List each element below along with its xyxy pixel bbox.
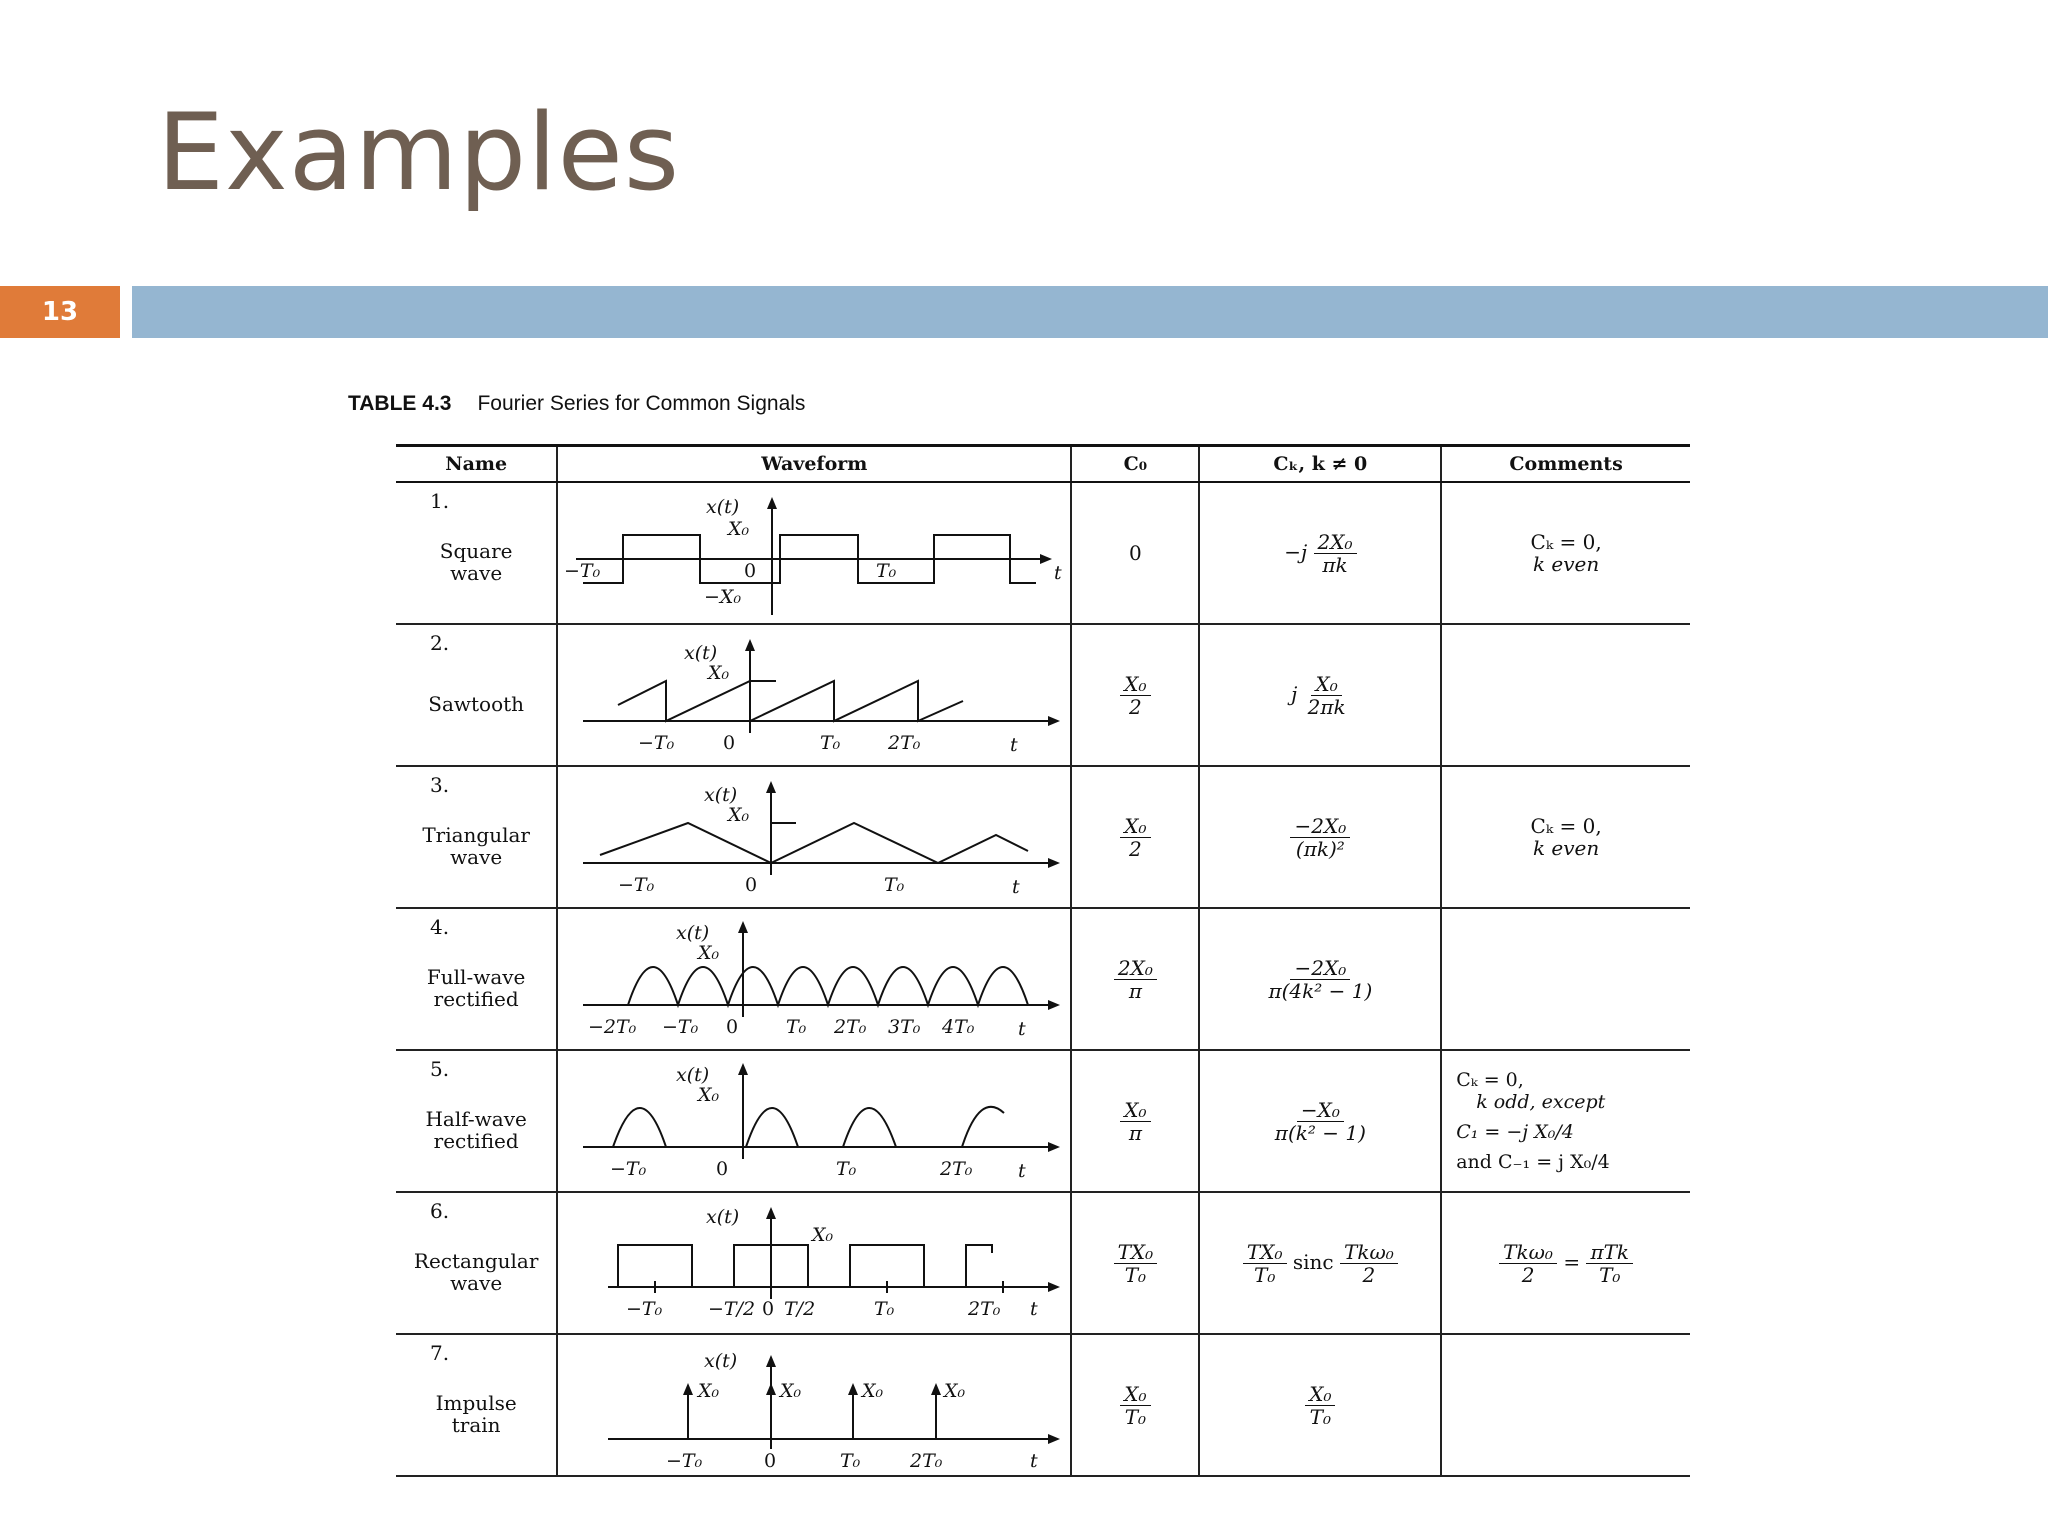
ck-cell: $\frac{\text{TX₀}}{\text{T₀}}$ sinc $\frac{\text{Tkω₀}}{2}$ (1199, 1192, 1441, 1334)
tick-label: −T₀ (662, 1016, 699, 1038)
name-cell (396, 766, 557, 908)
fraction: $\frac{\text{X₀}}{\text{T₀}}$ (1120, 1383, 1150, 1428)
tick-label: T₀ (836, 1158, 857, 1180)
tick-label: 0 (764, 1450, 777, 1472)
fraction: $\frac{\text{Tkω₀}}{2}$ (1499, 1241, 1557, 1286)
y-axis-label: x(t) (706, 1206, 740, 1228)
tick-label: −T₀ (626, 1298, 663, 1320)
name-cell (396, 482, 557, 624)
square-wave-plot (558, 483, 1070, 623)
amplitude-label: X₀ (944, 1380, 966, 1402)
fraction: $\frac{\text{2X₀}}{\pi k}$ (1314, 531, 1357, 576)
tick-label: −T₀ (610, 1158, 647, 1180)
signal-name: Impulse train (435, 1391, 517, 1437)
fraction: $\frac{\text{−2X₀}}{\text{(πk)²}}$ (1290, 815, 1350, 860)
y-axis-label: x(t) (706, 496, 740, 518)
table-caption-label: TABLE 4.3 (348, 392, 452, 415)
table-row (396, 624, 1690, 766)
table-row (396, 1050, 1690, 1192)
table-row (396, 1192, 1690, 1334)
t-axis-label: t (1012, 876, 1020, 898)
signal-name: Rectangular wave (413, 1249, 539, 1295)
slide-title: Examples (157, 91, 681, 214)
fraction: $\frac{\text{X₀}}{2\pi k}$ (1307, 671, 1346, 719)
ck-cell (1199, 908, 1441, 1050)
waveform-cell (557, 1050, 1071, 1192)
ck-cell: −j $\frac{\text{2X₀}}{\pi k}$ (1199, 482, 1441, 624)
tick-label: 2T₀ (834, 1016, 867, 1038)
fraction: $\frac{\text{X₀}}{\text{T₀}}$ (1305, 1383, 1335, 1428)
tick-label: 3T₀ (888, 1016, 921, 1038)
col-header-c0: C₀ (1071, 446, 1199, 483)
ck-cell (1199, 1334, 1441, 1476)
fraction: $\frac{\text{−X₀}}{\text{π(k² − 1)}}$ (1274, 1097, 1366, 1145)
y-axis-label: x(t) (676, 1064, 710, 1086)
signal-name: Triangular wave (422, 823, 530, 869)
signal-name: Half-wave rectified (425, 1107, 527, 1153)
t-axis-label: t (1030, 1298, 1038, 1320)
half-wave-rectified-plot (558, 1051, 1070, 1191)
tick-label: T₀ (874, 1298, 895, 1320)
header-accent-bar (132, 286, 2048, 338)
ck-cell: j $\frac{\text{X₀}}{2\pi k}$ (1199, 624, 1441, 766)
waveform-cell (557, 1334, 1071, 1476)
y-axis-label: x(t) (704, 1350, 738, 1372)
col-header-ck: Cₖ, k ≠ 0 (1199, 446, 1441, 483)
fraction: $\frac{\text{TX₀}}{\text{T₀}}$ (1243, 1241, 1287, 1286)
table-row (396, 908, 1690, 1050)
c0-cell (1071, 766, 1199, 908)
c0-cell (1071, 624, 1199, 766)
y-axis-label: x(t) (684, 642, 718, 664)
col-header-comments: Comments (1441, 446, 1690, 483)
c0-cell (1071, 1334, 1199, 1476)
t-axis-label: t (1030, 1450, 1038, 1472)
tick-label: T₀ (884, 874, 905, 896)
slide-number-badge: 13 (0, 286, 120, 338)
amplitude-label: X₀ (698, 1380, 720, 1402)
tick-label: −T₀ (638, 732, 675, 754)
tick-label: 0 (762, 1298, 775, 1320)
tick-label: −T₀ (564, 560, 601, 582)
ck-cell (1199, 766, 1441, 908)
amplitude-label: X₀ (812, 1224, 834, 1246)
table-row (396, 1334, 1690, 1476)
tick-label: T₀ (840, 1450, 861, 1472)
table-row (396, 766, 1690, 908)
col-header-name: Name (396, 446, 557, 483)
t-axis-label: t (1054, 562, 1062, 584)
row-number: 5. (430, 1057, 450, 1081)
row-number: 6. (430, 1199, 450, 1223)
tick-label: −2T₀ (588, 1016, 637, 1038)
fraction: $\frac{\text{Tkω₀}}{2}$ (1340, 1241, 1398, 1286)
signal-name: Sawtooth (428, 692, 525, 716)
full-wave-rectified-plot (558, 909, 1070, 1049)
tick-label: T/2 (784, 1298, 816, 1320)
negative-amplitude-label: −X₀ (704, 586, 742, 608)
tick-label: T₀ (876, 560, 897, 582)
waveform-cell (557, 1192, 1071, 1334)
name-cell (396, 624, 557, 766)
tick-label: 2T₀ (888, 732, 921, 754)
col-header-waveform: Waveform (557, 446, 1071, 483)
waveform-cell (557, 482, 1071, 624)
amplitude-label: X₀ (862, 1380, 884, 1402)
y-axis-label: x(t) (676, 922, 710, 944)
tick-label: 2T₀ (910, 1450, 943, 1472)
table-row (396, 482, 1690, 624)
ck-cell (1199, 1050, 1441, 1192)
waveform-cell (557, 908, 1071, 1050)
comment-cell: Cₖ = 0, k odd, except C₁ = −j X₀/4 and C₋₁ = j X₀/4 (1441, 1050, 1690, 1192)
comment-cell: Cₖ = 0, k even (1441, 766, 1690, 908)
fraction: $\frac{\text{X₀}}{2}$ (1120, 673, 1150, 718)
t-axis-label: t (1018, 1018, 1026, 1040)
t-axis-label: t (1018, 1160, 1026, 1182)
row-number: 4. (430, 915, 450, 939)
amplitude-label: X₀ (708, 662, 730, 684)
name-cell (396, 1334, 557, 1476)
amplitude-label: X₀ (780, 1380, 802, 1402)
tick-label: 0 (744, 560, 757, 582)
fraction: $\frac{\text{X₀}}{2}$ (1120, 815, 1150, 860)
name-cell (396, 1050, 557, 1192)
signal-name: Square wave (439, 539, 513, 585)
tick-label: 0 (745, 874, 758, 896)
tick-label: 4T₀ (942, 1016, 975, 1038)
tick-label: T₀ (786, 1016, 807, 1038)
tick-label: 0 (716, 1158, 729, 1180)
rectangular-wave-plot (558, 1193, 1070, 1333)
comment-cell: $\frac{\text{Tkω₀}}{2}$ = $\frac{\text{πTk}}{\text{T₀}}$ (1441, 1192, 1690, 1334)
comment-cell (1441, 908, 1690, 1050)
waveform-cell (557, 766, 1071, 908)
waveform-cell (557, 624, 1071, 766)
row-number: 2. (430, 631, 450, 655)
comment-cell (1441, 624, 1690, 766)
triangular-wave-plot (558, 767, 1070, 907)
fraction: $\frac{\text{2X₀}}{\pi}$ (1114, 957, 1157, 1002)
table-caption (348, 392, 805, 416)
row-number: 1. (430, 489, 450, 513)
fraction: $\frac{\text{−2X₀}}{\text{π(4k² − 1)}}$ (1268, 955, 1373, 1003)
row-number: 3. (430, 773, 450, 797)
amplitude-label: X₀ (698, 1084, 720, 1106)
tick-label: −T₀ (618, 874, 655, 896)
tick-label: 0 (726, 1016, 739, 1038)
signal-name: Full-wave rectified (426, 965, 526, 1011)
amplitude-label: X₀ (728, 804, 750, 826)
comment-cell (1441, 1334, 1690, 1476)
fraction: $\frac{\text{TX₀}}{\text{T₀}}$ (1114, 1241, 1158, 1286)
fraction: $\frac{\text{X₀}}{\pi}$ (1120, 1099, 1150, 1144)
name-cell (396, 908, 557, 1050)
impulse-train-plot (558, 1335, 1070, 1475)
tick-label: 2T₀ (940, 1158, 973, 1180)
tick-label: T₀ (820, 732, 841, 754)
tick-label: 0 (723, 732, 736, 754)
sawtooth-plot (558, 625, 1070, 765)
name-cell (396, 1192, 557, 1334)
row-number: 7. (430, 1341, 450, 1365)
c0-cell: 0 (1071, 482, 1199, 624)
amplitude-label: X₀ (728, 518, 750, 540)
amplitude-label: X₀ (698, 942, 720, 964)
t-axis-label: t (1010, 734, 1018, 756)
fourier-series-table (396, 444, 1690, 1477)
tick-label: 2T₀ (968, 1298, 1001, 1320)
table-header-row (396, 446, 1690, 483)
c0-cell (1071, 908, 1199, 1050)
comment-cell: Cₖ = 0, k even (1441, 482, 1690, 624)
c0-cell (1071, 1050, 1199, 1192)
fraction: $\frac{\text{πTk}}{\text{T₀}}$ (1586, 1241, 1633, 1286)
y-axis-label: x(t) (704, 784, 738, 806)
tick-label: −T₀ (666, 1450, 703, 1472)
c0-cell (1071, 1192, 1199, 1334)
tick-label: −T/2 (708, 1298, 756, 1320)
table-caption-text: Fourier Series for Common Signals (477, 392, 806, 415)
